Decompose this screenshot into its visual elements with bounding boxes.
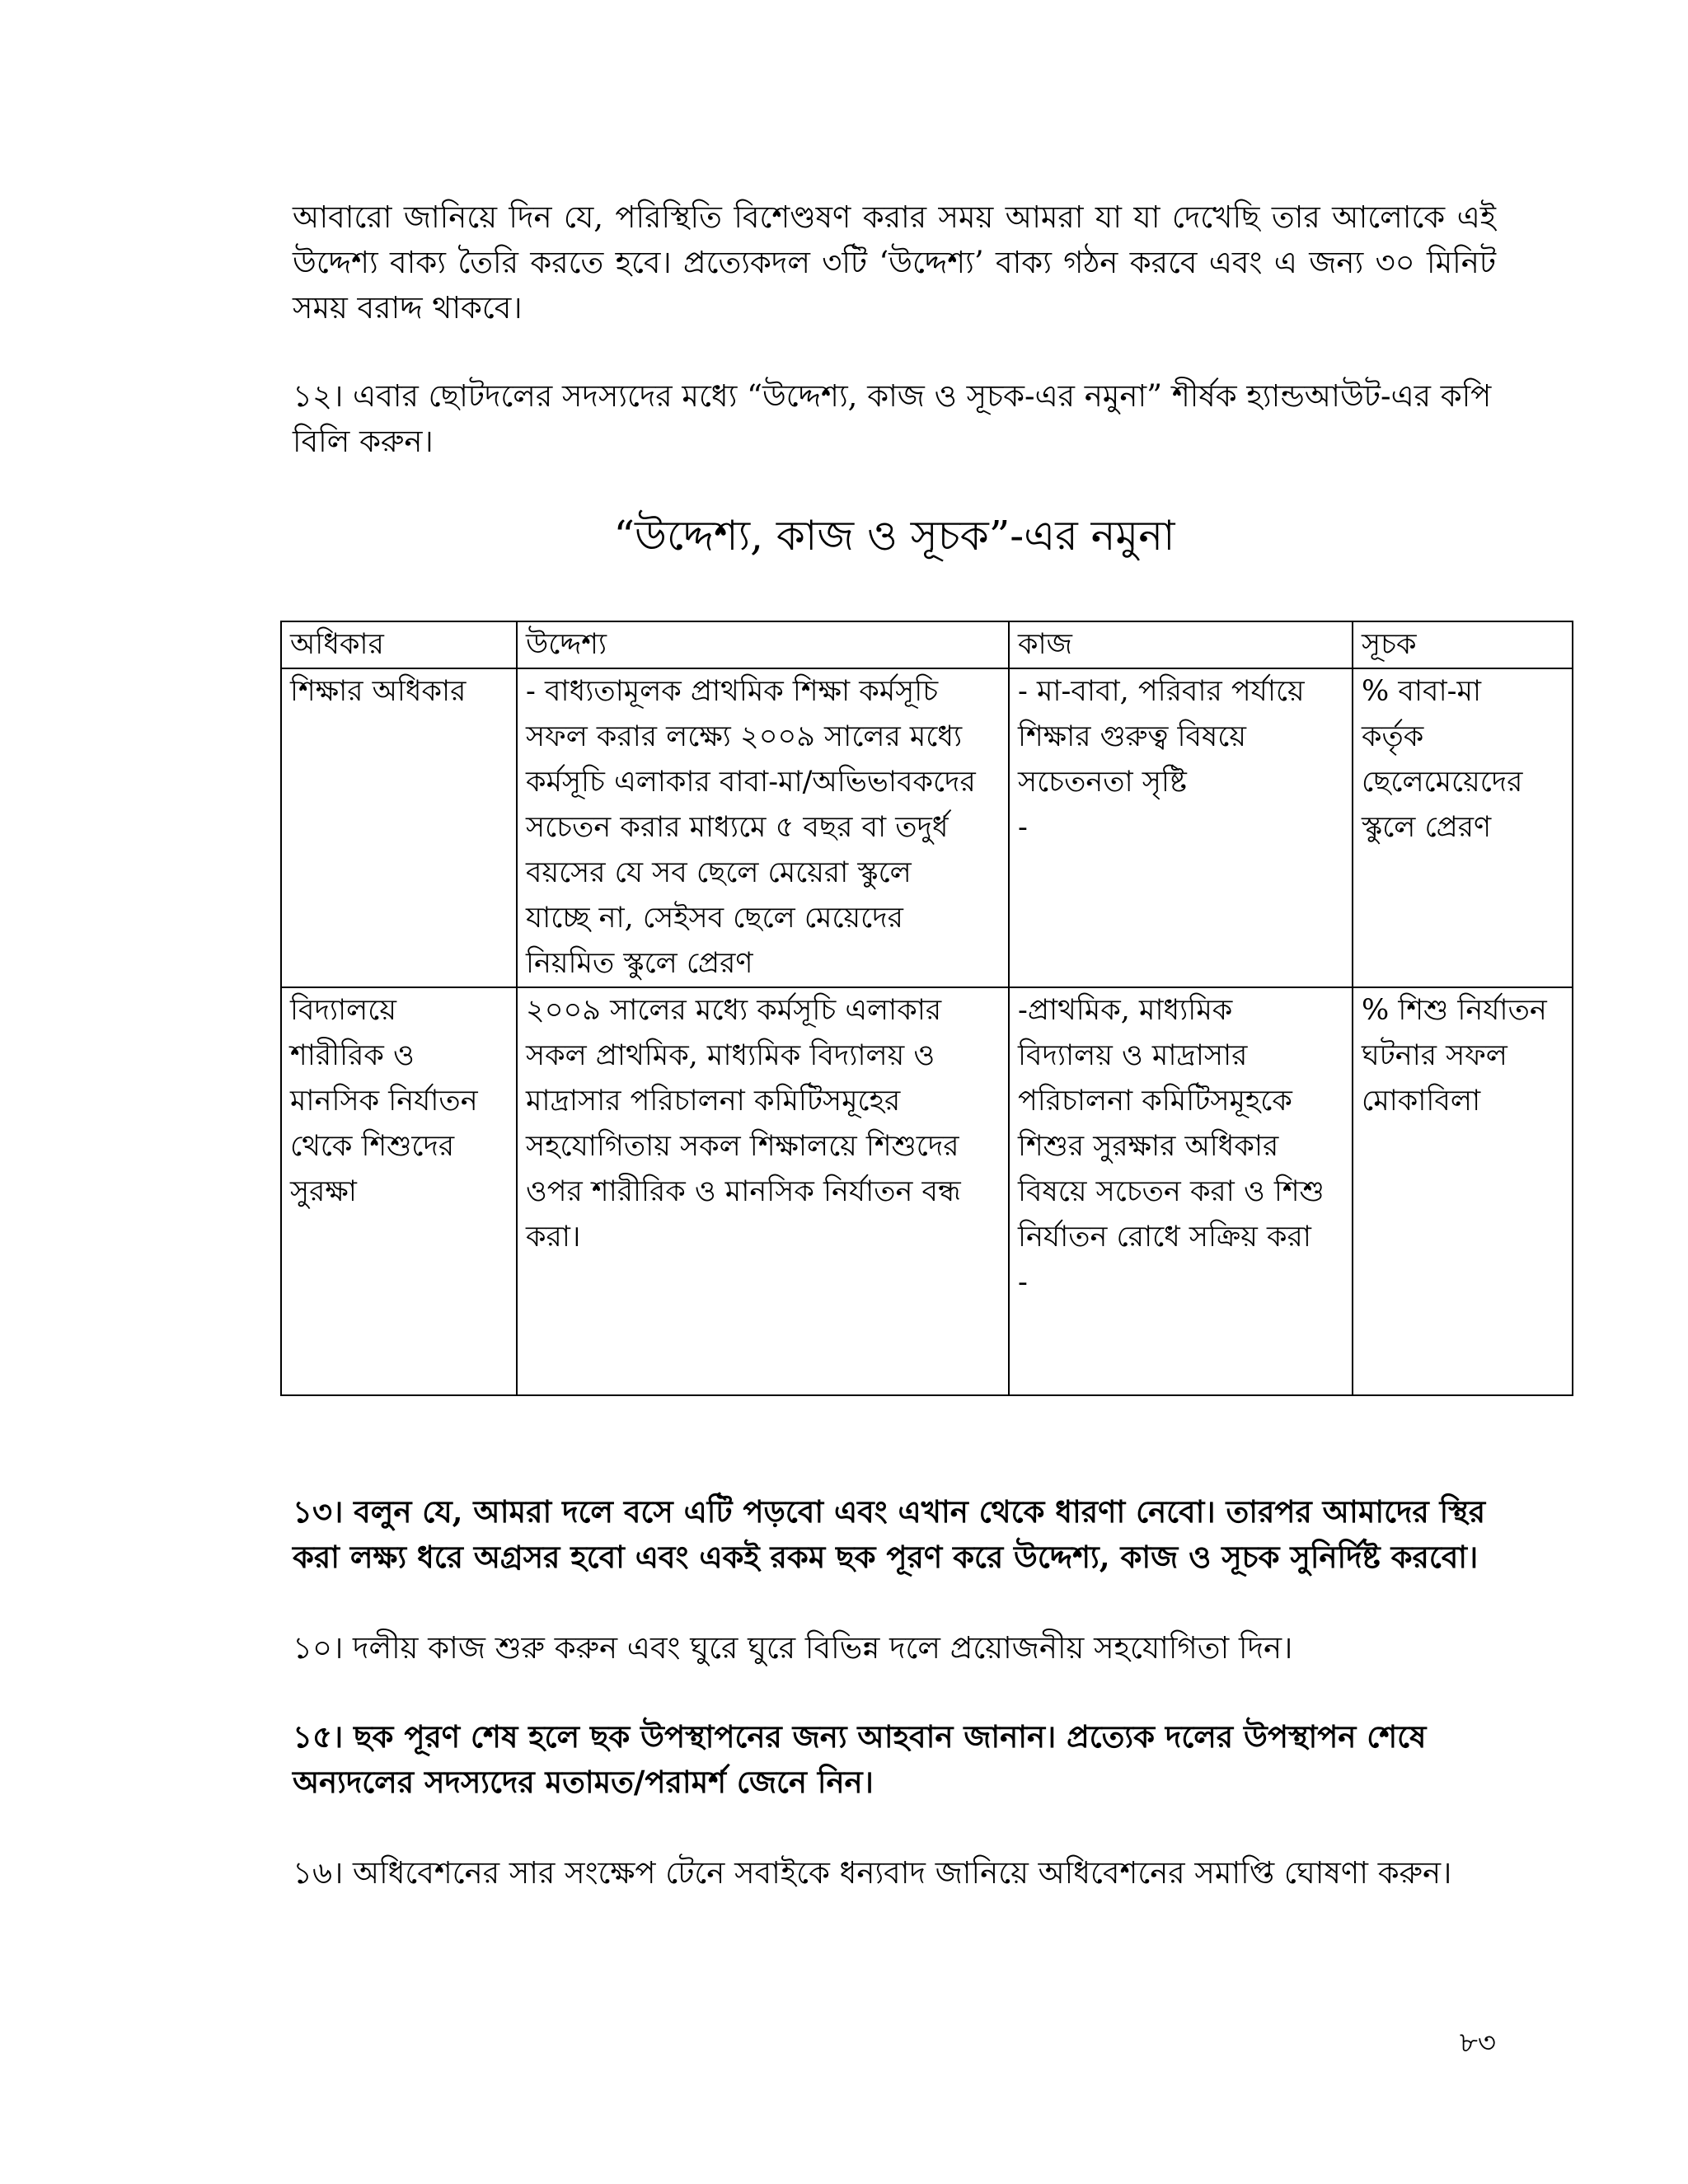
cell-line: সহযোগিতায় সকল শিক্ষালয়ে শিশুদের: [526, 1130, 959, 1163]
cell-line: স্কুলে প্রেরণ: [1362, 811, 1492, 844]
cell-line: মাদ্রাসার পরিচালনা কমিটিসমূহের: [526, 1085, 901, 1118]
cell-line: বিদ্যালয়ে: [290, 994, 396, 1027]
cell-line: ছেলেমেয়েদের: [1362, 766, 1523, 799]
table-cell: [1009, 668, 1353, 987]
paragraph-line: ১৩। বলুন যে, আমরা দলে বসে এটি পড়বো এবং এখান থেকে ধারণা নেবো। তারপর আমাদের স্থির: [293, 1493, 1486, 1530]
cell-line: বিদ্যালয় ও মাদ্রাসার: [1018, 1039, 1248, 1072]
cell-line: মানসিক নির্যাতন: [290, 1085, 478, 1118]
cell-line: বিষয়ে সচেতন করা ও শিশু: [1018, 1175, 1325, 1208]
paragraph-line: আবারো জানিয়ে দিন যে, পরিস্থিতি বিশেণ্ডষণ করার সময় আমরা যা যা দেখেছি তার আলোকে এই: [293, 199, 1496, 235]
cell-line: % বাবা-মা: [1362, 675, 1482, 708]
cell-line: ২০০৯ সালের মধ্যে কর্মসূচি এলাকার: [526, 994, 942, 1027]
sample-table: [280, 621, 1573, 1396]
cell-line: করা।: [526, 1221, 581, 1254]
table-cell: [1009, 987, 1353, 1395]
step-13-paragraph: [293, 1489, 1496, 1580]
table-header-row: [281, 621, 1573, 668]
cell-line: সফল করার লক্ষ্যে ২০০৯ সালের মধ্যে: [526, 720, 963, 753]
step-15-paragraph: [293, 1714, 1496, 1805]
table-cell: [281, 987, 517, 1395]
cell-line: -প্রাথমিক, মাধ্যমিক: [1018, 994, 1233, 1027]
paragraph-line: ১৫। ছক পূরণ শেষ হলে ছক উপস্থাপনের জন্য আহবান জানান। প্রত্যেক দলের উপস্থাপন শেষে: [293, 1718, 1427, 1755]
table-header-cell: অধিকার: [281, 621, 517, 668]
cell-line: শিশুর সুরক্ষার অধিকার: [1018, 1130, 1279, 1163]
table-row: [281, 987, 1573, 1395]
cell-line: ঘটনার সফল: [1362, 1039, 1507, 1072]
table-cell: [517, 668, 1009, 987]
step-10-paragraph: [293, 1625, 1496, 1671]
cell-line: % শিশু নির্যাতন: [1362, 994, 1547, 1027]
cell-line: শারীরিক ও: [290, 1039, 415, 1072]
cell-line: সুরক্ষা: [290, 1175, 357, 1208]
paragraph-line: ১৬। অধিবেশনের সার সংক্ষেপ টেনে সবাইকে ধন্যবাদ জানিয়ে অধিবেশনের সমাপ্তি ঘোষণা করুন।: [293, 1855, 1452, 1891]
table-body: [281, 668, 1573, 1395]
paragraph-line: অন্যদলের সদস্যদের মতামত/পরামর্শ জেনে নিন।: [293, 1764, 874, 1800]
step-16-paragraph: [293, 1850, 1496, 1896]
table-cell: [1353, 668, 1573, 987]
cell-line: নির্যাতন রোধে সক্রিয় করা: [1018, 1221, 1311, 1254]
cell-line: কর্মসূচি এলাকার বাবা-মা/অভিভাবকদের: [526, 766, 976, 799]
handout-title: “উদ্দেশ্য, কাজ ও সূচক”-এর নমুনা: [613, 512, 1175, 560]
table-header-cell: উদ্দেশ্য: [517, 621, 1009, 668]
table-cell: [281, 668, 517, 987]
cell-line: নিয়মিত স্কুলে প্রেরণ: [526, 947, 753, 980]
page-number: ৮৩: [1459, 2027, 1496, 2060]
paragraph-line: ১২। এবার ছোটদলের সদস্যদের মধ্যে “উদ্দেশ্য, কাজ ও সূচক-এর নমুনা” শীর্ষক হ্যান্ডআউট-এর কপি: [293, 378, 1492, 414]
cell-line: -: [1018, 1266, 1028, 1299]
table-header-cell: সূচক: [1353, 621, 1573, 668]
cell-line: কর্তৃক: [1362, 720, 1424, 753]
table-header-cell: কাজ: [1009, 621, 1353, 668]
cell-line: ওপর শারীরিক ও মানসিক নির্যাতন বন্ধ: [526, 1175, 961, 1208]
paragraph-line: উদ্দেশ্য বাক্য তৈরি করতে হবে। প্রত্যেকদল ৩টি ‘উদ্দেশ্য’ বাক্য গঠন করবে এবং এ জন্য ৩০ মিনিট: [293, 245, 1496, 280]
paragraph-line: ১০। দলীয় কাজ শুরু করুন এবং ঘুরে ঘুরে বিভিন্ন দলে প্রয়োজনীয় সহযোগিতা দিন।: [293, 1630, 1293, 1666]
cell-line: বয়সের যে সব ছেলে মেয়েরা স্কুলে: [526, 856, 912, 889]
cell-line: থেকে শিশুদের: [290, 1130, 455, 1163]
cell-line: - বাধ্যতামূলক প্রাথমিক শিক্ষা কর্মসূচি: [526, 675, 939, 708]
cell-line: সচেতন করার মাধ্যমে ৫ বছর বা তদুর্ধ: [526, 811, 949, 844]
cell-line: সকল প্রাথমিক, মাধ্যমিক বিদ্যালয় ও: [526, 1039, 935, 1072]
cell-line: যাচ্ছে না, সেইসব ছেলে মেয়েদের: [526, 902, 903, 935]
cell-line: পরিচালনা কমিটিসমূহকে: [1018, 1085, 1292, 1118]
cell-line: শিক্ষার গুরুত্ব বিষয়ে: [1018, 720, 1246, 753]
intro-paragraph: [293, 194, 1496, 330]
paragraph-line: করা লক্ষ্য ধরে অগ্রসর হবো এবং একই রকম ছক পূরণ করে উদ্দেশ্য, কাজ ও সূচক সুনির্দিষ্ট করবো।: [293, 1539, 1479, 1575]
cell-line: -: [1018, 811, 1028, 844]
table-head: [281, 621, 1573, 668]
step-12-paragraph: [293, 373, 1496, 464]
cell-line: - মা-বাবা, পরিবার পর্যায়ে: [1018, 675, 1305, 708]
table-cell: [517, 987, 1009, 1395]
table-cell: [1353, 987, 1573, 1395]
cell-line: শিক্ষার অধিকার: [290, 675, 467, 708]
paragraph-line: সময় বরাদ্দ থাকবে।: [293, 290, 523, 326]
table-row: [281, 668, 1573, 987]
cell-line: মোকাবিলা: [1362, 1085, 1481, 1118]
paragraph-line: বিলি করুন।: [293, 424, 434, 459]
cell-line: সচেতনতা সৃষ্টি: [1018, 766, 1187, 799]
